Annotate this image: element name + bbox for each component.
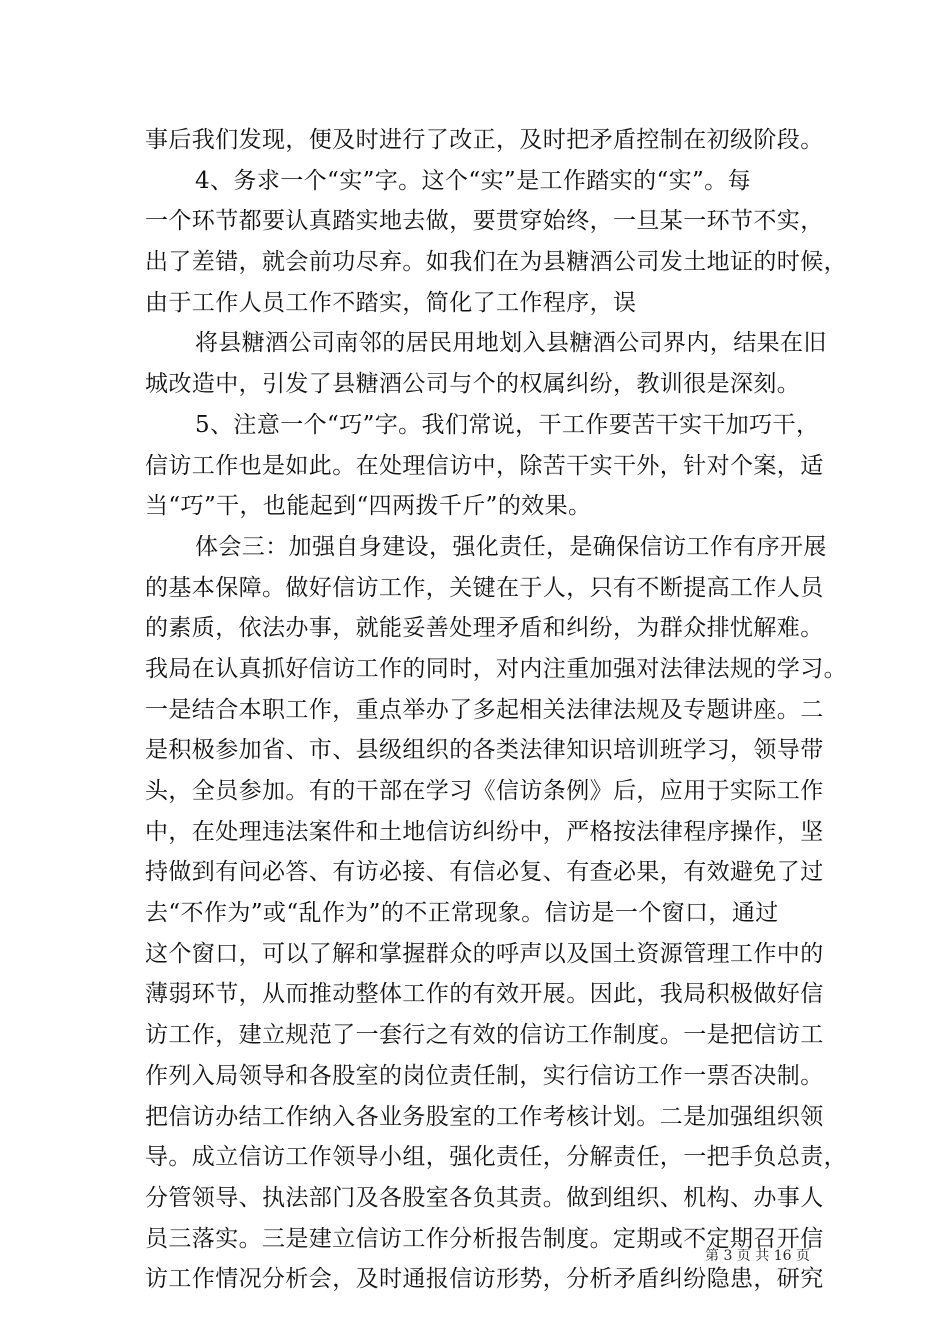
text-line: 当“巧”干，也能起到“四两拨千斤”的效果。 (145, 493, 592, 520)
text-line: 是积极参加省、市、县级组织的各类法律知识培训班学习，领导带 (145, 737, 824, 764)
text-line: 的基本保障。做好信访工作，关键在于人，只有不断提高工作人员 (145, 574, 824, 601)
text-line: 把信访办结工作纳入各业务股室的工作考核计划。二是加强组织领 (145, 1103, 824, 1130)
text-line: 这个窗口，可以了解和掌握群众的呼声以及国土资源管理工作中的 (145, 940, 824, 967)
text-line: 城改造中，引发了县糖酒公司与个的权属纠纷，教训很是深刻。 (145, 371, 801, 398)
text-line: 的素质，依法办事，就能妥善处理矛盾和纠纷，为群众排忧解难。 (145, 615, 824, 642)
text-line: 分管领导、执法部门及各股室各负其责。做到组织、机构、办事人 (145, 1184, 824, 1211)
text-line: 去“不作为”或“乱作为”的不正常现象。信访是一个窗口，通过 (145, 900, 779, 927)
text-line: 持做到有问必答、有访必接、有信必复、有查必果，有效避免了过 (145, 859, 824, 886)
text-line: 出了差错，就会前功尽弃。如我们在为县糖酒公司发土地证的时候， (145, 249, 847, 276)
text-line: 访工作情况分析会，及时通报信访形势，分析矛盾纠纷隐患，研究 (145, 1266, 824, 1293)
page-number-footer: 第 3 页 共 16 页 (705, 1248, 810, 1264)
text-line: 中，在处理违法案件和土地信访纠纷中，严格按法律程序操作，坚 (145, 818, 824, 845)
text-line: 由于工作人员工作不踏实，简化了工作程序，误 (145, 289, 637, 316)
text-line: 一个环节都要认真踏实地去做，要贯穿始终，一旦某一环节不实， (145, 208, 824, 235)
document-body (145, 120, 847, 1300)
text-line: 薄弱环节，从而推动整体工作的有效开展。因此，我局积极做好信 (145, 981, 824, 1008)
text-line: 我局在认真抓好信访工作的同时，对内注重加强对法律法规的学习。 (145, 655, 847, 682)
text-line: 员三落实。三是建立信访工作分析报告制度。定期或不定期召开信 (145, 1225, 824, 1252)
text-line: 一是结合本职工作，重点举办了多起相关法律法规及专题讲座。二 (145, 696, 824, 723)
text-line: 5、注意一个“巧”字。我们常说，干工作要苦干实干加巧干， (195, 411, 820, 438)
text-line: 体会三：加强自身建设，强化责任，是确保信访工作有序开展 (195, 533, 827, 560)
text-line: 信访工作也是如此。在处理信访中，除苦干实干外，针对个案，适 (145, 452, 824, 479)
text-line: 将县糖酒公司南邻的居民用地划入县糖酒公司界内，结果在旧 (195, 330, 827, 357)
text-line: 导。成立信访工作领导小组，强化责任，分解责任，一把手负总责， (145, 1144, 847, 1171)
text-line: 作列入局领导和各股室的岗位责任制，实行信访工作一票否决制。 (145, 1062, 824, 1089)
text-line: 4、务求一个“实”字。这个“实”是工作踏实的“实”。每 (195, 167, 751, 194)
text-line: 事后我们发现，便及时进行了改正，及时把矛盾控制在初级阶段。 (145, 127, 824, 153)
text-line: 头，全员参加。有的干部在学习《信访条例》后，应用于实际工作 (145, 778, 824, 804)
text-line: 访工作，建立规范了一套行之有效的信访工作制度。一是把信访工 (145, 1022, 824, 1049)
